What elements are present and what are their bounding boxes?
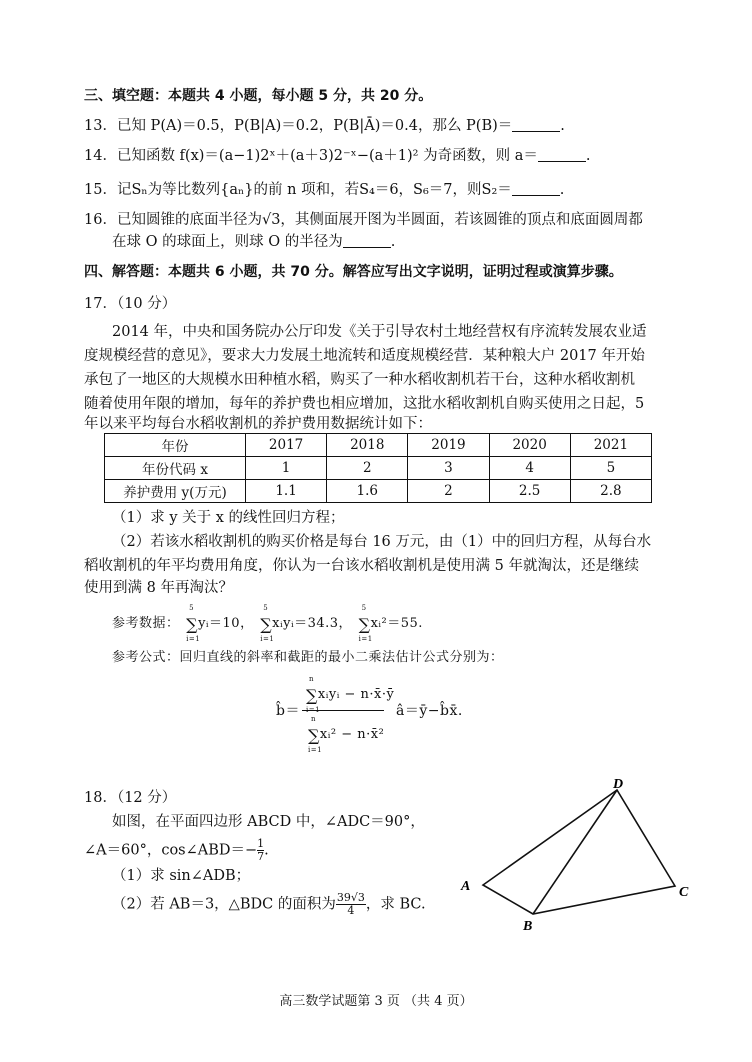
- vertex-label-c: C: [679, 885, 689, 900]
- maintenance-cost-table: [104, 433, 652, 503]
- question-17-header: 17．（10 分）: [84, 296, 177, 312]
- q17-paragraph-line: 随着使用年限的增加，每年的养护费也相应增加，这批水稻收割机自购买使用之日起，5: [84, 396, 645, 412]
- formula-fraction-bar: [302, 710, 384, 711]
- area-fraction: $\frac{39√3}{4}$: [336, 891, 365, 917]
- diagonal-bd: [533, 790, 617, 914]
- vertex-label-d: D: [613, 777, 624, 792]
- table-cell: 2020: [489, 434, 570, 457]
- formula-b-hat: b̂＝: [276, 703, 300, 719]
- table-cell: 2: [408, 480, 489, 503]
- question-14: 14．已知函数 f(x)＝(a−1)2ˣ＋(a＋3)2⁻ˣ−(a＋1)² 为奇函数，则 a＝ .: [84, 148, 591, 164]
- cos-fraction: $\frac{1}{7}$: [257, 837, 265, 863]
- quadrilateral-diagram: [455, 776, 695, 941]
- q18-part2: （2）若 AB＝3，△BDC 的面积为 $\frac{39√3}{4}$ ，求 BC.: [112, 891, 426, 917]
- question-13: 13．已知 P(A)＝0.5，P(B|A)＝0.2，P(B|Ā)＝0.4，那么 P(B)＝ .: [84, 118, 565, 134]
- table-cell: 年份: [105, 434, 246, 457]
- table-cell: 2017: [246, 434, 327, 457]
- q17-paragraph-line: 承包了一地区的大规模水田种植水稻，购买了一种水稻收割机若干台，这种水稻收割机: [84, 372, 635, 388]
- table-cell: 2: [327, 457, 408, 480]
- table-cell: 2018: [327, 434, 408, 457]
- table-cell: 3: [408, 457, 489, 480]
- q17-part2-line1: （2）若该水稻收割机的购买价格是每台 16 万元，由（1）中的回归方程，从每台水: [112, 534, 652, 550]
- q18-part1: （1）求 sin∠ADB；: [112, 868, 251, 884]
- question-16-line1: 16．已知圆锥的底面半径为√3，其侧面展开图为半圆面，若该圆锥的顶点和底面圆周都: [84, 212, 643, 228]
- formula-a-hat: â＝ȳ−b̂x̄.: [396, 703, 463, 719]
- q17-part2-line3: 使用到满 8 年再淘汰？: [84, 580, 233, 596]
- table-cell: 1.1: [246, 480, 327, 503]
- q17-paragraph-line: 2014 年，中央和国务院办公厅印发《关于引导农村土地经营权有序流转发展农业适: [112, 324, 647, 340]
- q17-part1: （1）求 y 关于 x 的线性回归方程；: [112, 510, 345, 526]
- section3-heading: 三、填空题：本题共 4 小题，每小题 5 分，共 20 分。: [84, 88, 433, 104]
- question-16-line2: 在球 O 的球面上，则球 O 的半径为 .: [112, 234, 396, 250]
- q17-part2-line2: 稻收割机的年平均费用角度，你认为一台该水稻收割机是使用满 5 年就淘汰，还是继续: [84, 558, 639, 574]
- table-cell: 2.8: [570, 480, 651, 503]
- table-row: [105, 480, 652, 503]
- formula-denominator: ∑ n i=1 xᵢ² − n·x̄²: [308, 715, 385, 754]
- table-row: [105, 457, 652, 480]
- formula-numerator: ∑ n i=1 xᵢyᵢ − n·x̄·ȳ: [306, 675, 395, 714]
- table-cell: 2021: [570, 434, 651, 457]
- reference-formula-label: 参考公式：回归直线的斜率和截距的最小二乘法估计公式分别为：: [112, 650, 504, 665]
- section4-heading: 四、解答题：本题共 6 小题，共 70 分。解答应写出文字说明，证明过程或演算步骤。: [84, 264, 623, 280]
- question-18-header: 18．（12 分）: [84, 790, 177, 806]
- question-15: 15．记Sₙ为等比数列{aₙ}的前 n 项和，若S₄＝6，S₆＝7，则S₂＝ .: [84, 182, 565, 198]
- sigma-symbol: ∑ n i=1: [308, 715, 323, 754]
- sigma-symbol: ∑ 5 i=1: [358, 604, 373, 643]
- reference-data: 参考数据： ∑ 5 i=1 yᵢ＝10， ∑ 5 i=1 xᵢyᵢ＝34.3， ∑ 5 i=1 xᵢ²＝55.: [112, 604, 423, 643]
- table-cell: 1: [246, 457, 327, 480]
- table-cell: 养护费用 y(万元): [105, 480, 246, 503]
- vertex-label-b: B: [523, 919, 533, 934]
- sigma-symbol: ∑ 5 i=1: [186, 604, 201, 643]
- page-footer: 高三数学试题第 3 页 （共 4 页）: [279, 994, 473, 1009]
- q18-paragraph-line: ∠A＝60°，cos∠ABD＝− $\frac{1}{7}$ .: [84, 837, 269, 863]
- table-cell: 2019: [408, 434, 489, 457]
- sigma-symbol: ∑ n i=1: [306, 675, 321, 714]
- vertex-label-a: A: [461, 879, 471, 894]
- sigma-symbol: ∑ 5 i=1: [260, 604, 275, 643]
- q17-paragraph-line: 年以来平均每台水稻收割机的养护费用数据统计如下：: [84, 416, 432, 432]
- table-cell: 5: [570, 457, 651, 480]
- q17-paragraph-line: 度规模经营的意见》，要求大力发展土地流转和适度规模经营．某种粮大户 2017 年开始: [84, 348, 645, 364]
- table-row: [105, 434, 652, 457]
- quadrilateral-abcd: [483, 790, 675, 914]
- table-cell: 2.5: [489, 480, 570, 503]
- q18-paragraph-line: 如图，在平面四边形 ABCD 中，∠ADC＝90°，: [112, 814, 425, 830]
- table-cell: 年份代码 x: [105, 457, 246, 480]
- table-cell: 4: [489, 457, 570, 480]
- table-cell: 1.6: [327, 480, 408, 503]
